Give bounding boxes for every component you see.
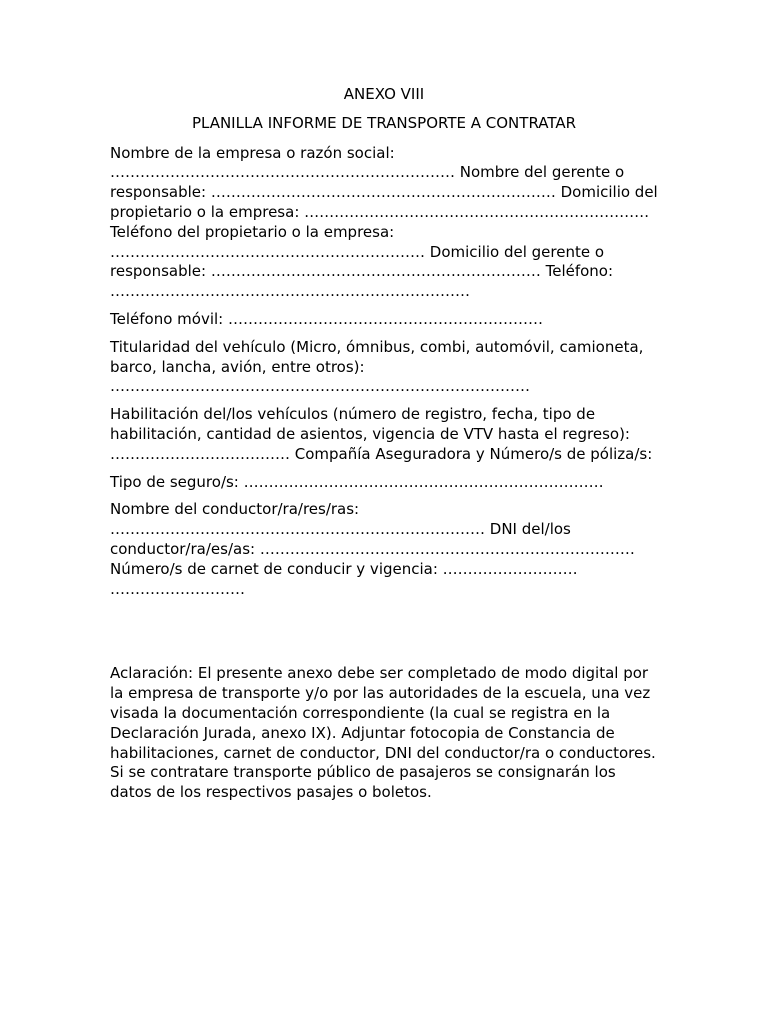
driver-fields: Nombre del conductor/ra/res/ras: ………………………………………………………………… DNI del/los conductor/ra/es/as: ………………………………………………………………… Número/s de carnet de conducir y vigencia: ……………………… ……………………… bbox=[110, 500, 635, 598]
vehicle-habilitation-field: Habilitación del/los vehículos (número de registro, fecha, tipo de habilitación, cantidad de asientos, vigencia de VTV hasta el regreso): ……………………………… Compañía Aseguradora y Número/s de póliza/s: bbox=[110, 405, 653, 463]
insurance-type-field: Tipo de seguro/s: ……………………………………………………………… bbox=[110, 472, 604, 491]
clarification-note: Aclaración: El presente anexo debe ser completado de modo digital por la empresa de transporte y/o por las autoridades de la escuela, una vez visada la documentación correspondiente (la cual se registra en la Declaración Jurada, anexo IX). Adjuntar fotocopia de Constancia de habilitaciones, carnet de conductor, DNI del conductor/ra o conductores. Si se contratare transporte público de pasajeros se consignarán los datos de los respectivos pasajes o boletos. bbox=[110, 664, 656, 802]
annex-title: ANEXO VIII bbox=[343, 85, 425, 103]
company-fields: Nombre de la empresa o razón social: …………………………………………………………… Nombre del gerente o responsable: …………………………………………………………… Domicilio del propietario o la empresa: …………………………………………………………… Teléfono del propietario o la empresa: ……………………………………………………… Domicilio del gerente o responsable: ………………………………………………………… Teléfono: ……………………………………………………………… bbox=[110, 143, 658, 301]
blank-space bbox=[110, 607, 658, 664]
vehicle-ownership-field: Titularidad del vehículo (Micro, ómnibus, combi, automóvil, camioneta, barco, lancha, avión, entre otros): ………………………………………………………………………… bbox=[110, 337, 644, 396]
mobile-phone-field: Teléfono móvil: ……………………………………………………… bbox=[110, 309, 543, 328]
form-title: PLANILLA INFORME DE TRANSPORTE A CONTRATAR bbox=[191, 113, 577, 132]
document-page bbox=[110, 85, 658, 803]
